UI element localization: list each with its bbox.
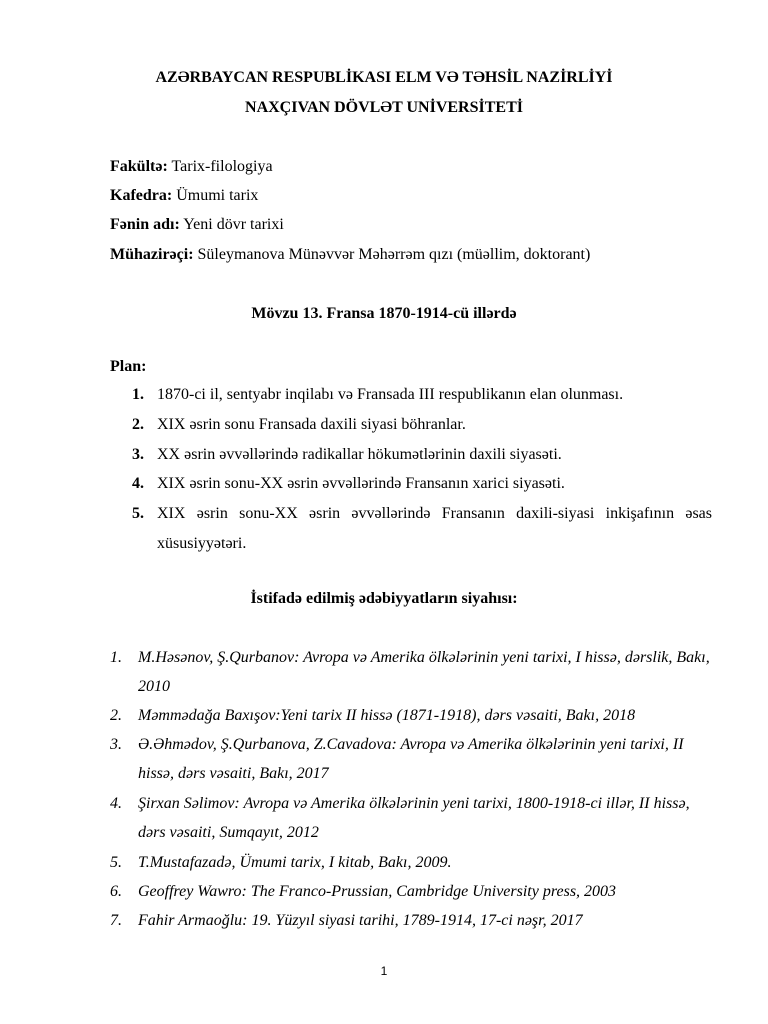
reference-item [110,701,710,730]
reference-text: M.Həsənov, Ş.Qurbanov: Avropa və Amerika ölkələrinin yeni tarixi, I hissə, dərslik, Bakı, 2010 [138,649,710,695]
plan-item-text: XIX əsrin sonu-XX əsrin əvvəllərində Fransanın daxili-siyasi inkişafının əsas xüsusiyyətəri. [157,505,712,552]
plan-item [110,499,712,559]
meta-faculty [110,157,273,177]
reference-number: 3. [110,736,122,753]
meta-subject-value: Yeni dövr tarixi [179,216,284,233]
reference-item [110,877,710,906]
meta-department [110,186,258,206]
plan-item-text: XIX əsrin sonu Fransada daxili siyasi böhranlar. [157,416,466,433]
page-number: 1 [380,964,388,978]
meta-faculty-label: Fakültə: [110,158,168,175]
meta-lecturer-label: Mühazirəçi: [110,246,194,263]
reference-number: 6. [110,883,122,900]
reference-item [110,906,710,935]
reference-text: Ə.Əhmədov, Ş.Qurbanova, Z.Cavadova: Avropa və Amerika ölkələrinin yeni tarixi, II hissə, dərs vəsaiti, Bakı, 2017 [138,736,684,782]
meta-department-value: Ümumi tarix [172,187,259,204]
meta-subject [110,215,284,235]
reference-number: 5. [110,854,122,871]
plan-item-number: 5. [132,505,144,522]
reference-number: 4. [110,795,122,812]
plan-item [110,440,712,470]
plan-item-number: 1. [132,386,144,403]
meta-faculty-value: Tarix-filologiya [167,158,273,175]
plan-item-text: 1870-ci il, sentyabr inqilabı və Fransada III respublikanın elan olunması. [157,386,624,403]
university-heading: NAXÇIVAN DÖVLƏT UNİVERSİTETİ [245,99,523,116]
reference-number: 7. [110,912,122,929]
meta-lecturer [110,245,590,265]
plan-item-text: XIX əsrin sonu-XX əsrin əvvəllərində Fransanın xarici siyasəti. [157,475,565,492]
reference-text: T.Mustafazadə, Ümumi tarix, I kitab, Bakı, 2009. [138,854,452,871]
reference-item [110,789,710,847]
ministry-heading: AZƏRBAYCAN RESPUBLİKASI ELM VƏ TƏHSİL NAZİRLİYİ [155,69,613,86]
reference-text: Məmmədağa Baxışov:Yeni tarix II hissə (1871-1918), dərs vəsaiti, Bakı, 2018 [138,707,636,724]
plan-item-text: XX əsrin əvvəllərində radikallar hökumətlərinin daxili siyasəti. [157,446,562,463]
reference-item [110,848,710,877]
plan-item-number: 3. [132,446,144,463]
reference-text: Fahir Armaoğlu: 19. Yüzyıl siyasi tarihi, 1789-1914, 17-ci nəşr, 2017 [138,912,583,929]
meta-lecturer-value: Süleymanova Münəvvər Məhərrəm qızı (müəllim, doktorant) [193,246,591,263]
references-title: İstifadə edilmiş ədəbiyyatların siyahısı: [250,590,518,607]
reference-number: 2. [110,707,122,724]
plan-item-number: 2. [132,416,144,433]
reference-text: Geoffrey Wawro: The Franco-Prussian, Cambridge University press, 2003 [138,883,617,900]
plan-item-number: 4. [132,475,144,492]
reference-text: Şirxan Səlimov: Avropa və Amerika ölkələrinin yeni tarixi, 1800-1918-ci illər, II hissə, dərs vəsaiti, Sumqayıt, 2012 [138,795,690,841]
reference-number: 1. [110,649,122,666]
meta-subject-label: Fənin adı: [110,216,180,233]
reference-item [110,643,710,701]
plan-item [110,410,712,440]
plan-item [110,380,712,410]
topic-title: Mövzu 13. Fransa 1870-1914-cü illərdə [251,305,517,322]
reference-item [110,730,710,788]
plan-item [110,469,712,499]
plan-title: Plan: [110,358,147,375]
meta-department-label: Kafedra: [110,187,173,204]
